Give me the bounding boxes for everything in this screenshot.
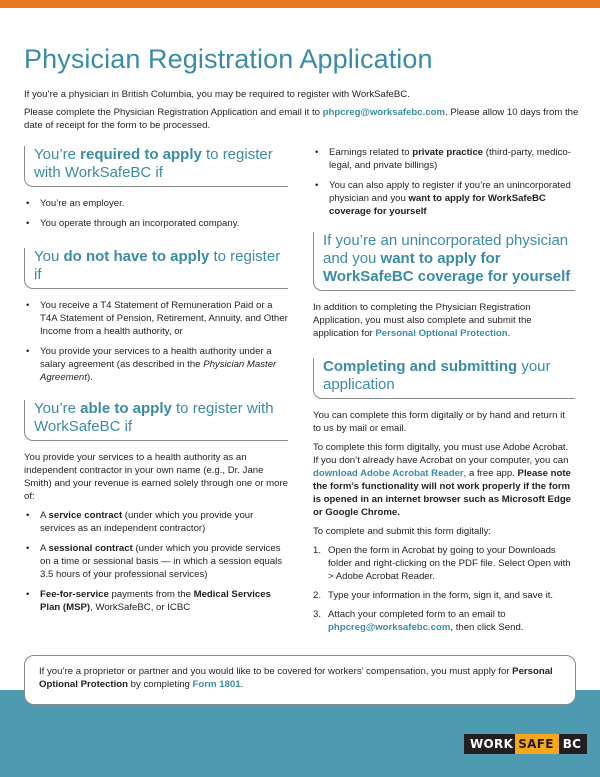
item-bold: want to apply for WorkSafeBC coverage for yourself <box>329 193 546 217</box>
item-bold: sessional contract <box>48 543 133 554</box>
item-text: , WorkSafeBC, or ICBC <box>90 602 191 613</box>
item-text: A <box>40 510 49 521</box>
logo-safe: SAFE <box>515 734 559 754</box>
intro-text: . Please allow 10 days from the date of receipt for the form to be processed. <box>24 107 579 131</box>
unincorporated-heading <box>313 232 575 291</box>
heading-text: If you’re an unincorporated physician and you <box>323 232 569 267</box>
logo-work: WORK <box>464 734 515 754</box>
body-text: In addition to completing the Physician Registration Application, you must also complete and submit the application for <box>313 302 532 339</box>
required-heading <box>24 146 288 187</box>
step-text: Open the form in Acrobat by going to your Downloads folder and right-clicking on the PDF file. Select Open with > Adobe Acrobat Reader. <box>328 545 571 582</box>
list-item <box>24 542 288 581</box>
step-text: Attach your completed form to an email to <box>328 609 506 620</box>
item-text: You can also apply to register if you’re an unincorporated physician and you <box>329 180 571 204</box>
item-text: ). <box>86 372 93 383</box>
step-item <box>313 608 575 634</box>
item-text: (third-party, medico-legal, and private billings) <box>329 147 571 171</box>
able-heading <box>24 400 288 441</box>
item-bold: service contract <box>48 510 123 521</box>
item-bold: Medical Services Plan (MSP) <box>40 589 271 613</box>
intro-text: Please complete the Physician Registration Application and email it to <box>24 107 323 118</box>
item-text: A <box>40 543 49 554</box>
heading-text: your application <box>323 358 551 393</box>
heading-text: to register if <box>34 248 281 283</box>
able-list <box>24 509 288 614</box>
completing-paragraph-3: To complete and submit this form digitally: <box>313 526 492 537</box>
body-text: . <box>507 328 511 339</box>
item-italic: Physician Master Agreement <box>40 359 277 383</box>
item-bold: Fee-for-service <box>40 589 109 600</box>
item-text: You provide your services to a health authority under a salary agreement (as described in the <box>40 346 272 370</box>
item-text: (under which you provide your services as an independent contractor) <box>40 510 254 534</box>
worksafebc-logo <box>464 734 587 754</box>
heading-text: to register with WorkSafeBC if <box>34 146 273 181</box>
heading-text: You’re <box>34 146 81 163</box>
completing-heading <box>313 358 575 399</box>
item-text: Earnings related to <box>329 147 413 158</box>
step-item <box>313 544 575 583</box>
form-1801-link[interactable]: Form 1801 <box>192 679 241 690</box>
step-text: Type your information in the form, sign it, and save it. <box>328 590 554 601</box>
step-number: 1. <box>313 545 322 556</box>
email-link[interactable]: phpcreg@worksafebc.com <box>322 107 446 118</box>
completing-paragraph-2 <box>313 441 575 519</box>
left-column <box>24 146 288 621</box>
heading-bold: able to apply <box>80 400 172 417</box>
list-item: • You operate through an incorporated company. <box>24 217 288 230</box>
intro-paragraph-1: If you’re a physician in British Columbia, you may be required to register with WorkSafeBC. <box>24 89 410 100</box>
step-item <box>313 589 575 602</box>
list-item: • You’re an employer. <box>24 197 288 210</box>
completing-paragraph-1: You can complete this form digitally or by hand and return it to us by mail or email. <box>313 410 565 434</box>
heading-bold: Completing and submitting <box>323 358 518 375</box>
download-acrobat-link[interactable]: download Adobe Acrobat Reader <box>313 468 464 479</box>
item-bold: private practice <box>412 147 484 158</box>
heading-bold: do not have to apply <box>63 248 210 265</box>
note-text: . <box>240 679 244 690</box>
not-required-heading <box>24 248 288 289</box>
list-item: • You receive a T4 Statement of Remuneration Paid or a T4A Statement of Pension, Retirement, Annuity, and Other Income from a health authority, or <box>24 299 288 338</box>
list-item <box>313 179 575 218</box>
unincorporated-body <box>313 301 575 340</box>
steps-list <box>313 544 575 634</box>
body-text: , a free app. <box>463 468 518 479</box>
intro-paragraph-2 <box>24 106 580 132</box>
item-text: (under which you provide services on a time or sessional basis — in which a session equals 3.5 hours of your professional services) <box>40 543 283 580</box>
heading-text: You <box>34 248 64 265</box>
note-box <box>24 655 576 705</box>
step-text: , then click Send. <box>450 622 524 633</box>
personal-optional-protection-link[interactable]: Personal Optional Protection <box>375 328 508 339</box>
step-number: 2. <box>313 590 322 601</box>
email-link[interactable]: phpcreg@worksafebc.com <box>328 622 451 633</box>
step-number: 3. <box>313 609 322 620</box>
list-item <box>24 345 288 384</box>
intro <box>24 88 580 137</box>
note-bold: Personal Optional Protection <box>39 666 553 690</box>
heading-text: to register with WorkSafeBC if <box>34 400 274 435</box>
item-text: payments from the <box>108 589 194 600</box>
body-text: To complete this form digitally, you must use Adobe Acrobat. If you don’t already have Acrobat on your computer, you can <box>313 442 569 466</box>
logo-bc: BC <box>559 734 588 754</box>
able-intro: You provide your services to a health authority as an independent contractor in your own name (e.g., Dr. Jane Smith) and your revenue is earned solely through one or more of: <box>24 452 288 502</box>
list-item <box>24 588 288 614</box>
heading-text: You’re <box>34 400 81 417</box>
note-text: by completing <box>128 679 193 690</box>
page-title: Physician Registration Application <box>24 44 433 74</box>
body-bold: Please note the form’s functionality will not work properly if the form is opened in an internet browser such as Microsoft Edge or Google Chrome. <box>313 468 572 518</box>
not-required-list <box>24 299 288 384</box>
required-list <box>24 197 288 230</box>
right-column <box>313 146 575 640</box>
note-text: If you’re a proprietor or partner and you would like to be covered for workers’ compensation, you must apply for <box>39 666 513 677</box>
top-accent-bar <box>0 0 600 8</box>
heading-bold: want to apply for WorkSafeBC coverage for yourself <box>323 250 571 285</box>
list-item <box>24 509 288 535</box>
list-item <box>313 146 575 172</box>
heading-bold: required to apply <box>80 146 202 163</box>
able-list-continued <box>313 146 575 218</box>
